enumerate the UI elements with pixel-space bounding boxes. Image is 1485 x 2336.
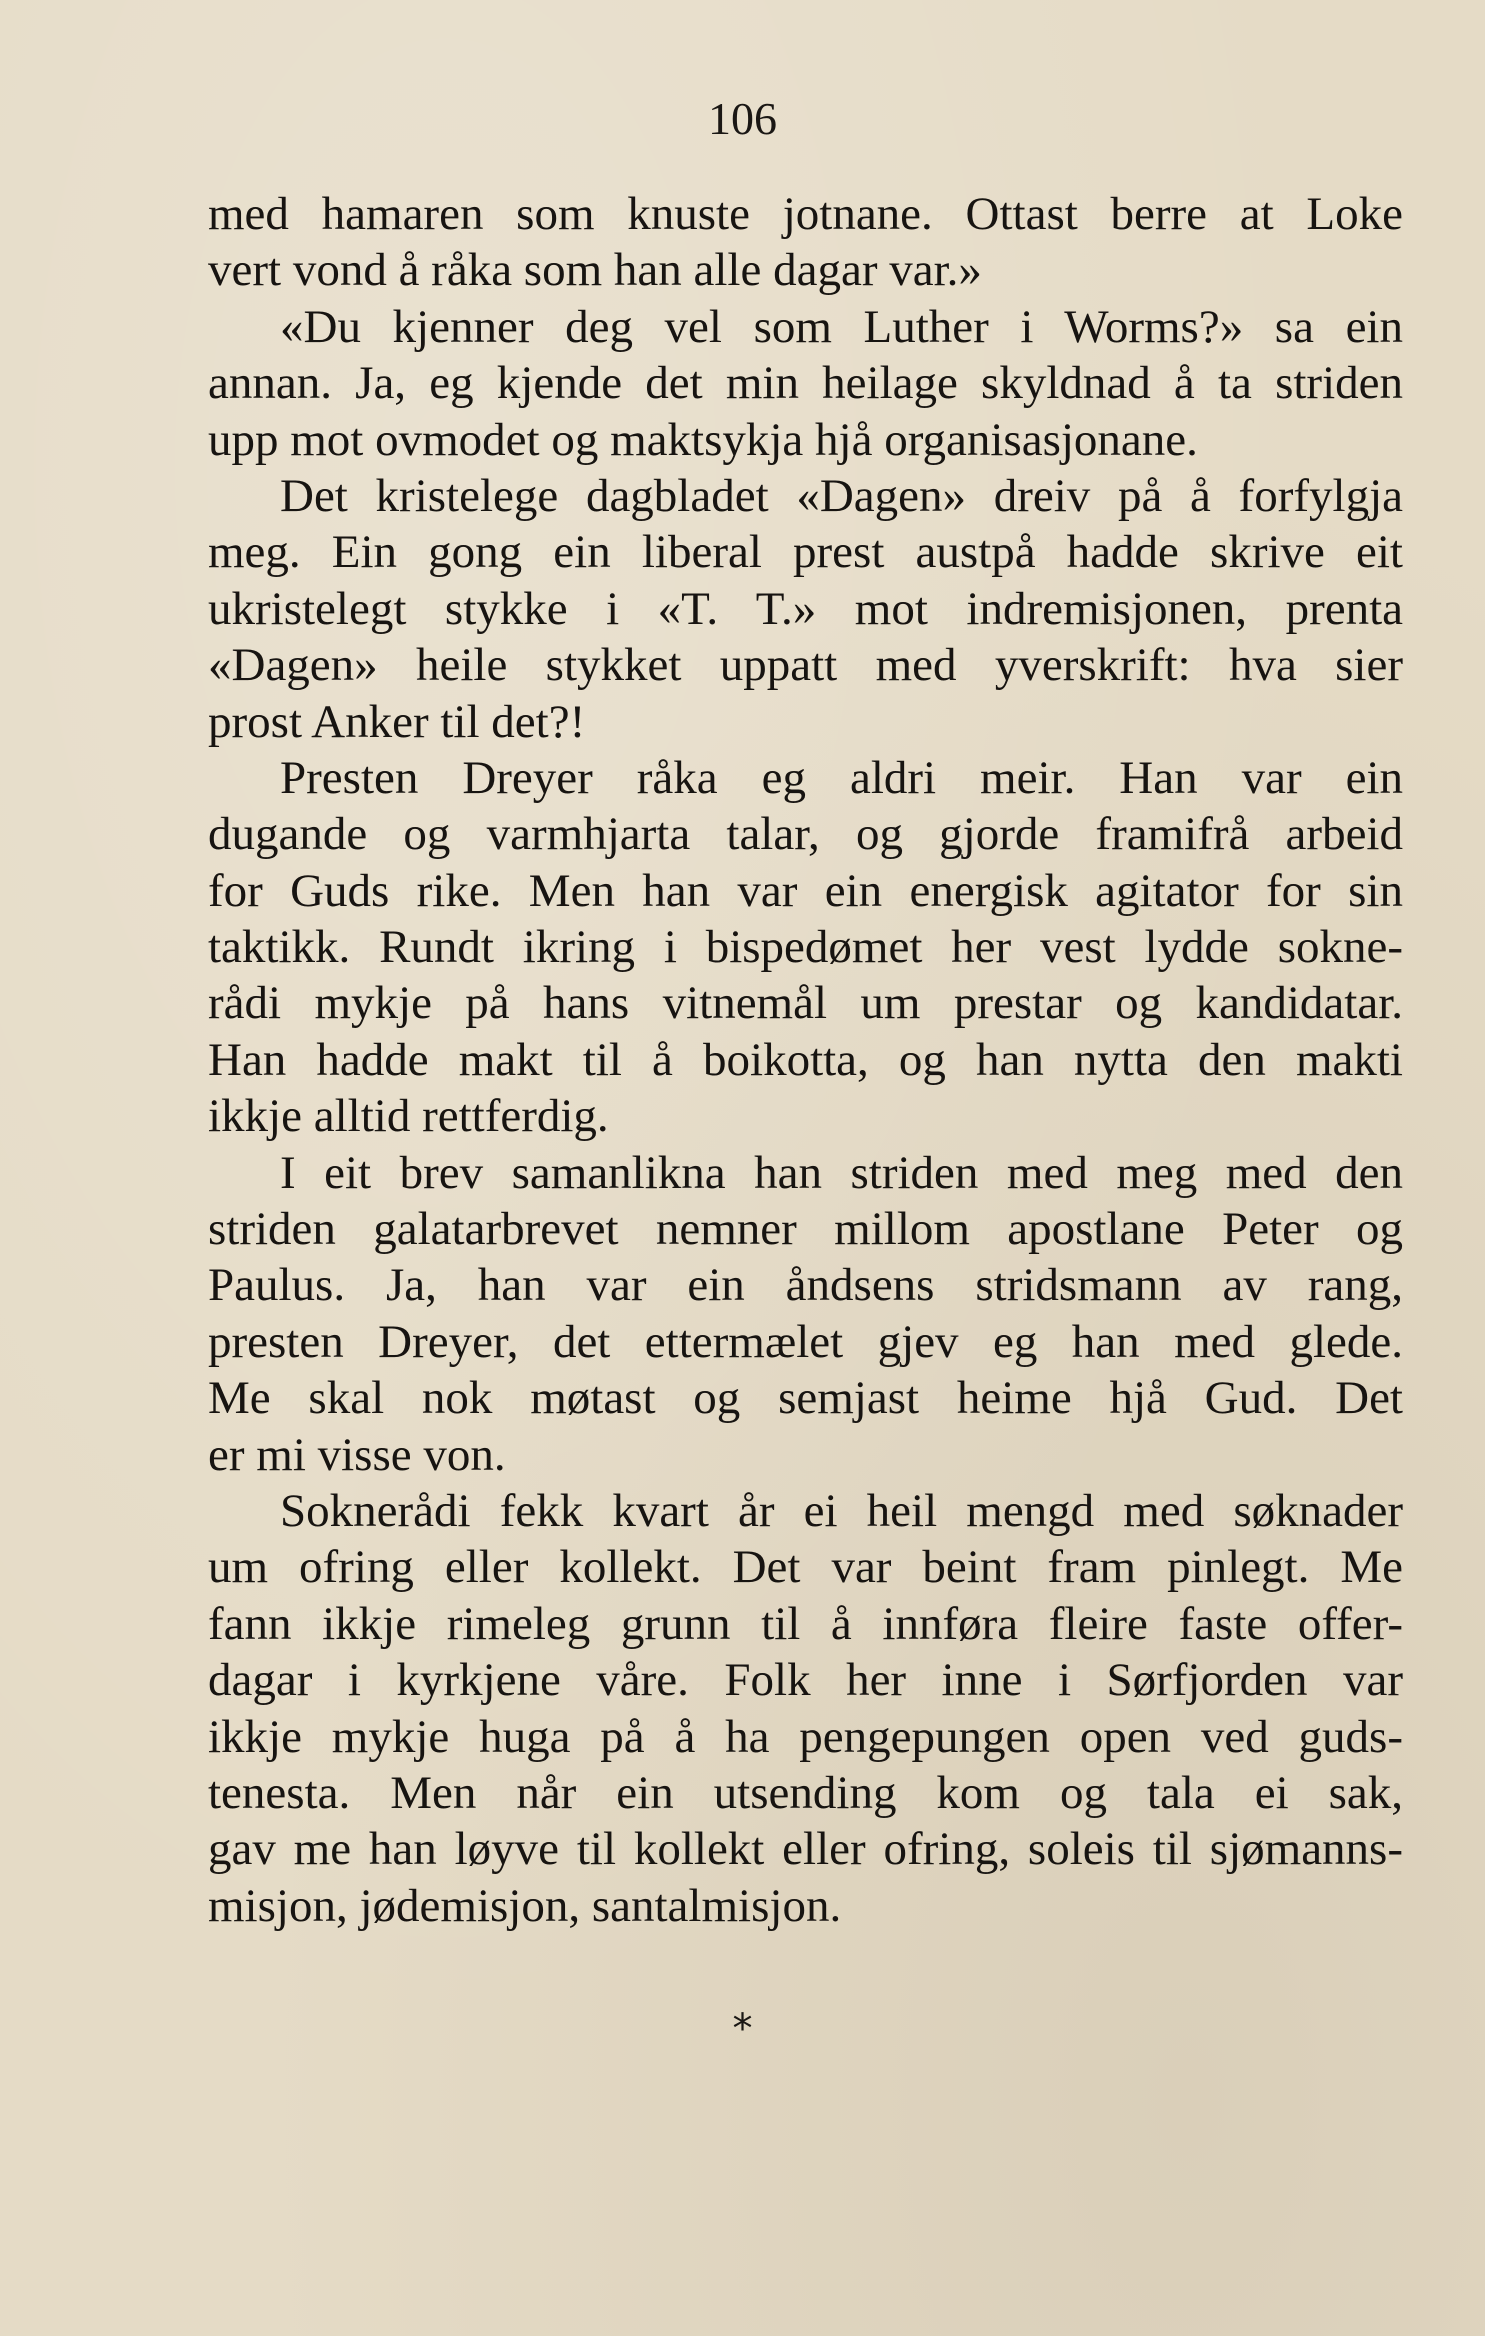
text-line: prost Anker til det?!: [208, 695, 586, 748]
text-line: med hamaren som knuste jotnane. Ottast berre at Loke: [208, 188, 1403, 240]
text-line: taktikk. Rundt ikring i bispedømet her vest lydde sokne-: [208, 921, 1403, 974]
text-line: Me skal nok møtast og semjast heime hjå Gud. Det: [208, 1372, 1403, 1425]
text-line: presten Dreyer, det ettermælet gjev eg han med glede.: [208, 1315, 1403, 1368]
text-line: Han hadde makt til å boikotta, og han nytta den makti: [208, 1033, 1403, 1086]
page-number: 106: [708, 93, 777, 144]
text-line: tenesta. Men når ein utsending kom og tala ei sak,: [208, 1766, 1403, 1819]
text-line: annan. Ja, eg kjende det min heilage skyldnad å ta striden: [208, 357, 1403, 410]
text-line: Paulus. Ja, han var ein åndsens stridsmann av rang,: [208, 1259, 1403, 1312]
text-line: Det kristelege dagbladet «Dagen» dreiv på å forfylgja: [280, 469, 1403, 522]
text-line: vert vond å råka som han alle dagar var.»: [208, 244, 982, 297]
text-line: ikkje mykje huga på å ha pengepungen open ved guds-: [208, 1710, 1403, 1763]
text-line: Presten Dreyer råka eg aldri meir. Han var ein: [280, 751, 1403, 804]
text-line: um ofring eller kollekt. Det var beint fram pinlegt. Me: [208, 1541, 1403, 1594]
text-line: meg. Ein gong ein liberal prest austpå hadde skrive eit: [208, 526, 1403, 579]
text-line: ukristelegt stykke i «T. T.» mot indremisjonen, prenta: [208, 582, 1403, 635]
text-line: «Du kjenner deg vel som Luther i Worms?» sa ein: [280, 300, 1403, 353]
text-line: upp mot ovmodet og maktsykja hjå organisasjonane.: [208, 413, 1198, 466]
section-ornament: *: [732, 2006, 753, 2052]
text-line: dagar i kyrkjene våre. Folk her inne i Sørfjorden var: [208, 1654, 1403, 1707]
text-line: for Guds rike. Men han var ein energisk agitator for sin: [208, 864, 1403, 917]
text-line: ikkje alltid rettferdig.: [208, 1090, 609, 1143]
text-line: misjon, jødemisjon, santalmisjon.: [208, 1879, 842, 1932]
text-line: rådi mykje på hans vitnemål um prestar og kandidatar.: [208, 977, 1403, 1030]
text-line: I eit brev samanlikna han striden med meg med den: [280, 1146, 1403, 1199]
text-line: dugande og varmhjarta talar, og gjorde framifrå arbeid: [208, 808, 1403, 861]
text-line: gav me han løyve til kollekt eller ofring, soleis til sjømanns-: [208, 1823, 1403, 1876]
text-line: er mi visse von.: [208, 1428, 506, 1481]
text-line: striden galatarbrevet nemner millom apostlane Peter og: [208, 1203, 1403, 1256]
text-line: «Dagen» heile stykket uppatt med yverskrift: hva sier: [208, 639, 1403, 692]
text-line: Soknerådi fekk kvart år ei heil mengd med søknader: [280, 1484, 1403, 1537]
body-text: [208, 186, 1403, 1934]
text-line: fann ikkje rimeleg grunn til å innføra fleire faste offer-: [208, 1597, 1403, 1650]
